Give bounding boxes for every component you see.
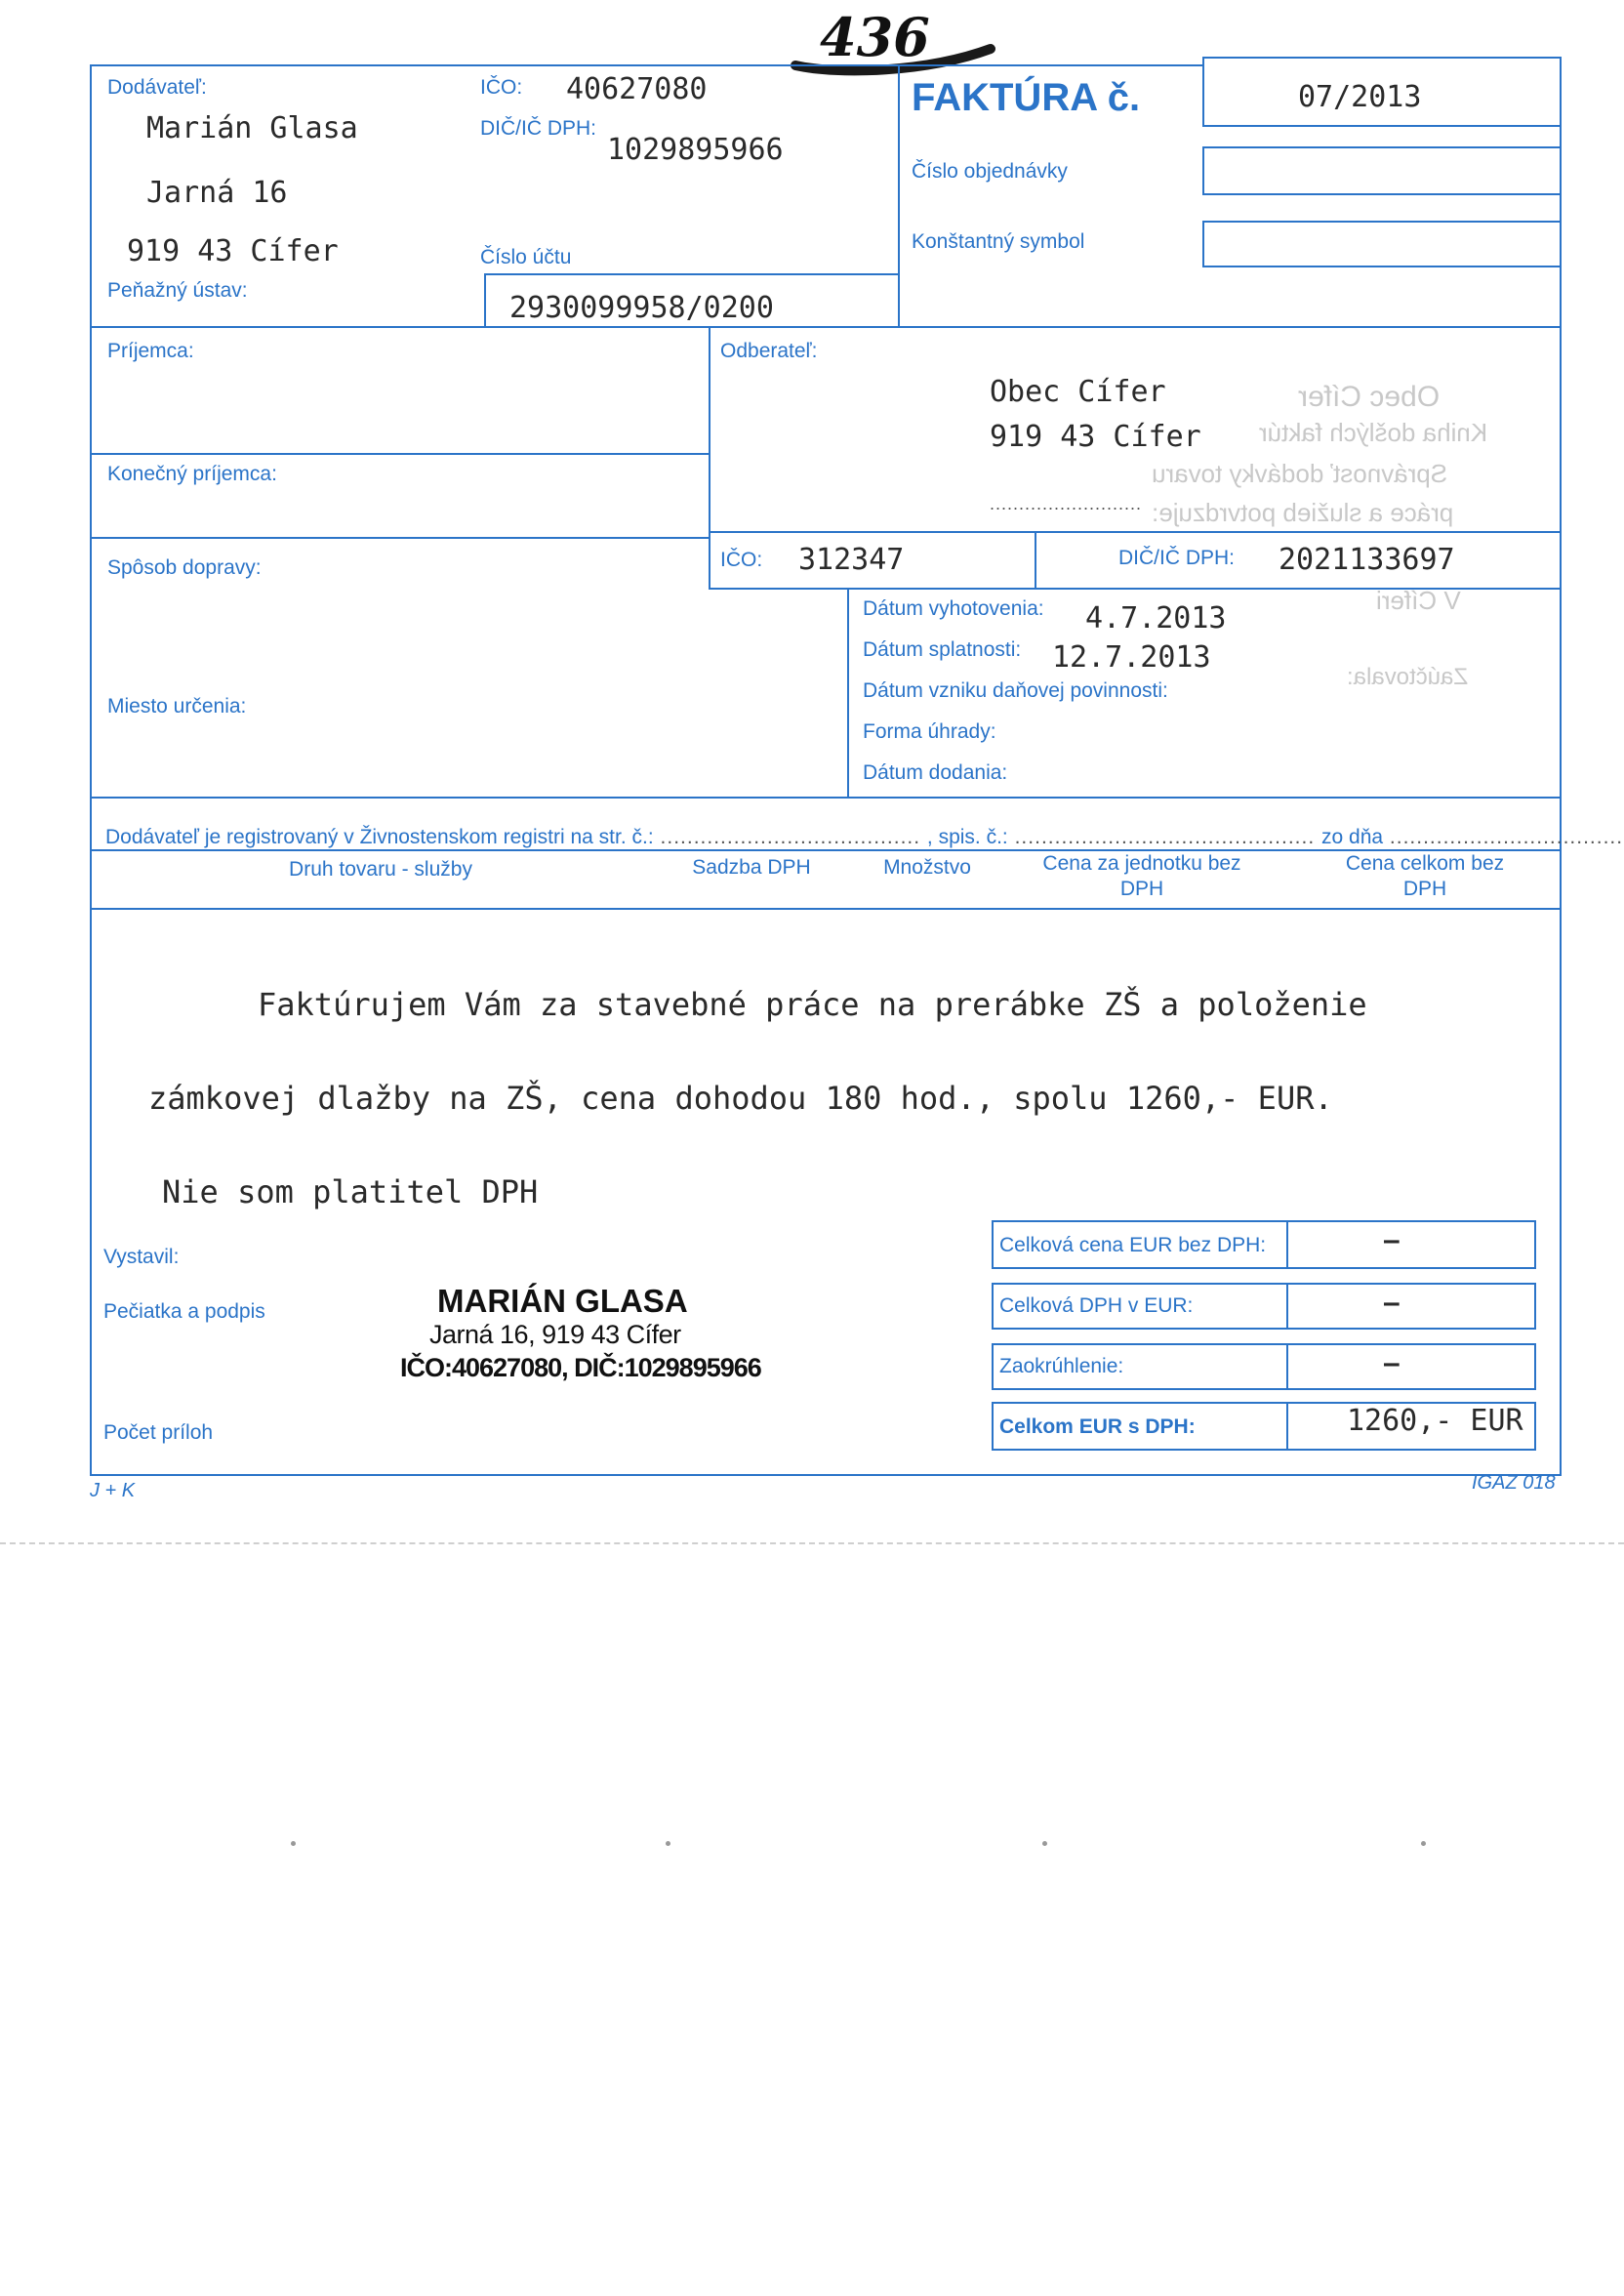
supplier-city: 919 43 Cífer [127,234,339,268]
due-date: 12.7.2013 [1052,640,1211,675]
col-vat-rate: Sadzba DPH [692,856,811,879]
customer-dic-label: DIČ/IČ DPH: [1118,547,1236,569]
customer-city: 919 43 Cífer [990,420,1201,454]
issue-date: 4.7.2013 [1085,601,1227,636]
delivery-date-label: Dátum dodania: [863,761,1008,784]
handwritten-number: 436 [820,6,930,68]
account-label: Číslo účtu [480,246,572,268]
body-line-3: Nie som platitel DPH [162,1173,539,1210]
issue-date-label: Dátum vyhotovenia: [863,597,1044,620]
stamp-label: Pečiatka a podpis [103,1300,265,1323]
supplier-ico: 40627080 [566,72,708,106]
total-no-vat-label: Celková cena EUR bez DPH: [999,1234,1267,1256]
supplier-label: Dodávateľ: [107,76,207,99]
registry-line: Dodávateľ je registrovaný v Živnostenskom registri na str. č.: ....................................... , spis. č.: ............................................. zo dňa ................................... [105,826,1624,848]
final-recipient-label: Konečný príjemca: [107,463,277,485]
col-goods: Druh tovaru - služby [289,858,472,881]
scan-dot [1042,1841,1047,1846]
scan-dot [291,1841,296,1846]
due-date-label: Dátum splatnosti: [863,638,1022,661]
col-unit-price: Cena za jednotku bez DPH [1042,852,1241,900]
supplier-dic: 1029895966 [607,133,784,167]
recipient-label: Príjemca: [107,340,194,362]
form-code-left: J + K [90,1480,136,1501]
stamp-name: MARIÁN GLASA [437,1283,688,1319]
form-code-right: IGAZ 018 [1472,1472,1556,1494]
payment-form-label: Forma úhrady: [863,720,996,743]
bleed-text: Kniha došlých faktúr [1259,418,1488,447]
bleed-text: Obec Cífer [1298,381,1441,413]
stamp-address: Jarná 16, 919 43 Cífer [429,1320,681,1349]
col-quantity: Množstvo [883,856,971,879]
customer-dic: 2021133697 [1279,543,1455,577]
transport-label: Spôsob dopravy: [107,556,262,579]
total-vat-label: Celková DPH v EUR: [999,1294,1194,1317]
bleed-text: Správnosť dodávky tovaru [1152,459,1448,488]
constant-symbol-label: Konštantný symbol [912,230,1085,253]
invoice-title: FAKTÚRA č. [912,76,1141,119]
issued-by-label: Vystavil: [103,1246,180,1268]
bleed-text: Zaúčtovala: [1347,664,1469,690]
scan-dot [666,1841,670,1846]
account-number: 2930099958/0200 [509,291,774,325]
bank-label: Peňažný ústav: [107,279,248,302]
supplier-name: Marián Glasa [146,111,358,145]
invoice-number: 07/2013 [1298,80,1422,114]
rounding-label: Zaokrúhlenie: [999,1355,1124,1377]
registry-text-1: Dodávateľ je registrovaný v Živnostenskom registri na str. č.: [105,826,654,848]
attachments-label: Počet príloh [103,1421,214,1444]
customer-name: Obec Cífer [990,375,1166,409]
col-total-price: Cena celkom bez DPH [1345,852,1505,900]
destination-label: Miesto určenia: [107,695,247,718]
customer-label: Odberateľ: [720,340,818,362]
constant-symbol-field [1202,221,1562,267]
bleed-text: práce a služieb potvrdzuje: [1152,498,1454,527]
supplier-dic-label: DIČ/IČ DPH: [480,117,597,140]
customer-ico-label: IČO: [720,549,763,571]
body-line-2: zámkovej dlažby na ZŠ, cena dohodou 180 hod., spolu 1260,- EUR. [148,1080,1333,1117]
cut-line [0,1542,1624,1544]
order-number-field [1202,146,1562,195]
order-number-label: Číslo objednávky [912,160,1068,183]
bleed-text: V Cíferi [1376,586,1461,615]
supplier-ico-label: IČO: [480,76,523,99]
registry-text-2: , spis. č.: [926,826,1008,848]
total-no-vat-value: – [1384,1226,1400,1255]
total-vat-value: – [1384,1289,1400,1318]
registry-text-3: zo dňa [1321,826,1384,848]
rounding-value: – [1384,1349,1400,1378]
supplier-street: Jarná 16 [146,176,288,210]
scan-dot [1421,1841,1426,1846]
grand-total-value: 1260,- EUR [1347,1404,1523,1438]
grand-total-label: Celkom EUR s DPH: [999,1415,1196,1438]
body-line-1: Faktúrujem Vám za stavebné práce na prerábke ZŠ a položenie [258,986,1367,1023]
tax-date-label: Dátum vzniku daňovej povinnosti: [863,679,1168,702]
stamp-ids: IČO:40627080, DIČ:1029895966 [400,1353,761,1382]
customer-ico: 312347 [798,543,905,577]
